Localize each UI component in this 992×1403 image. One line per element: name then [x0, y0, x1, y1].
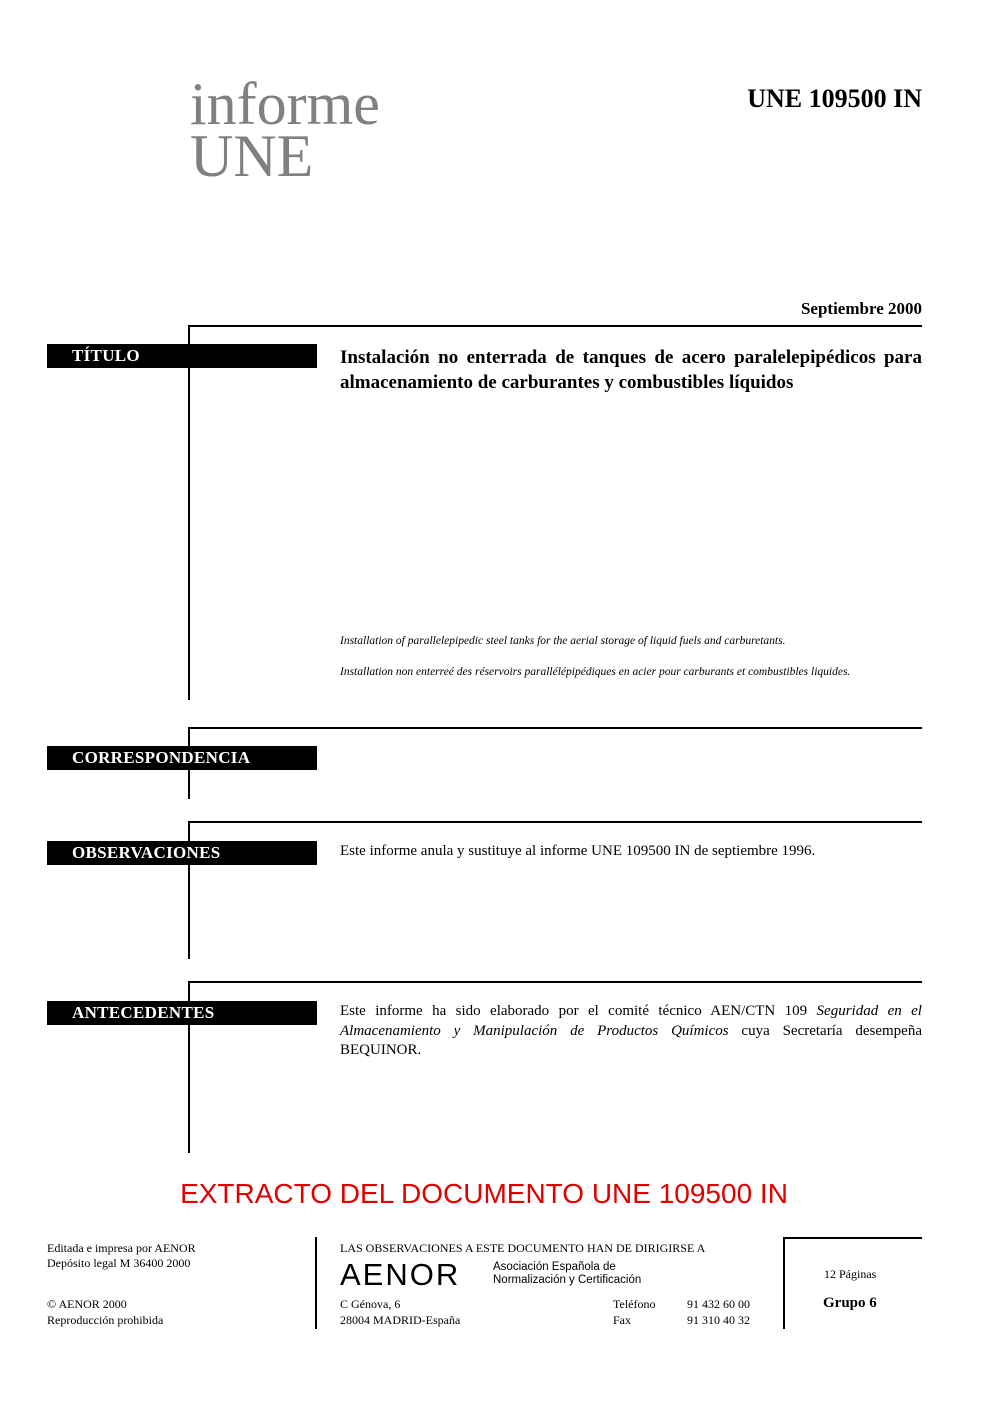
footer-phone: 91 432 60 00: [687, 1297, 750, 1311]
footer-fax-label: Fax: [613, 1313, 631, 1327]
aenor-name-line1: Asociación Española de: [493, 1261, 616, 1273]
aenor-logo: AENOR: [340, 1257, 461, 1292]
brand-line-une: UNE: [190, 123, 314, 189]
footer-rule-left: [315, 1237, 317, 1329]
footer-group: Grupo 6: [823, 1295, 877, 1311]
section-label-correspondencia: CORRESPONDENCIA: [47, 746, 317, 770]
footer-box-top: [783, 1237, 922, 1239]
title-english: Installation of parallelepipedic steel tanks for the aerial storage of liquid fuels and carburetants.: [340, 635, 786, 647]
section-label-observaciones: OBSERVACIONES: [47, 841, 317, 865]
footer-address-line1: C Génova, 6: [340, 1297, 401, 1311]
antecedentes-committee-name: Seguridad en el Almacenamiento y Manipulación de Productos Químicos: [340, 1003, 922, 1039]
brand-logo: [190, 71, 380, 189]
section-divider-titulo: [188, 325, 922, 327]
footer-rule-right: [783, 1237, 785, 1329]
section-label-titulo: TÍTULO: [47, 344, 317, 368]
footer-copyright: © AENOR 2000: [47, 1297, 127, 1311]
footer-address-line2: 28004 MADRID-España: [340, 1313, 461, 1327]
footer-pages: 12 Páginas: [824, 1267, 877, 1281]
footer-observations-note: LAS OBSERVACIONES A ESTE DOCUMENTO HAN DE DIRIGIRSE A: [340, 1241, 706, 1255]
brand-line-informe: informe: [190, 71, 380, 137]
publication-date: Septiembre 2000: [800, 299, 922, 318]
extract-watermark: EXTRACTO DEL DOCUMENTO UNE 109500 IN: [180, 1178, 788, 1209]
title-french: Installation non enterreé des réservoirs parallélépipédiques en acier pour carburants et combustibles liquides.: [340, 666, 851, 678]
antecedentes-text-start: Este informe ha sido elaborado por el comité técnico AEN/CTN 109: [340, 1003, 817, 1019]
footer-fax: 91 310 40 32: [687, 1313, 750, 1327]
footer-reproduction: Reproducción prohibida: [47, 1313, 164, 1327]
section-label-antecedentes: ANTECEDENTES: [47, 1001, 317, 1025]
footer-deposit: Depósito legal M 36400 2000: [47, 1256, 191, 1270]
antecedentes-text: [340, 1002, 922, 1061]
aenor-full-name: [493, 1261, 641, 1287]
section-divider-correspondencia: [188, 727, 922, 729]
aenor-name-line2: Normalización y Certificación: [493, 1274, 642, 1286]
footer-phone-label: Teléfono: [613, 1297, 656, 1311]
footer-edited: Editada e impresa por AENOR: [47, 1241, 196, 1255]
section-divider-observaciones: [188, 821, 922, 823]
document-title: Instalación no enterrada de tanques de acero paralelepipédicos para almacenamiento de carburantes y combustibles líquidos: [340, 347, 922, 393]
section-divider-antecedentes: [188, 981, 922, 983]
observaciones-text: Este informe anula y sustituye al informe UNE 109500 IN de septiembre 1996.: [340, 843, 816, 859]
section-rule-titulo: [188, 325, 190, 700]
document-number: UNE 109500 IN: [747, 84, 922, 113]
antecedentes-text-end: cuya Secretaría desempeña BEQUINOR.: [340, 1022, 922, 1058]
